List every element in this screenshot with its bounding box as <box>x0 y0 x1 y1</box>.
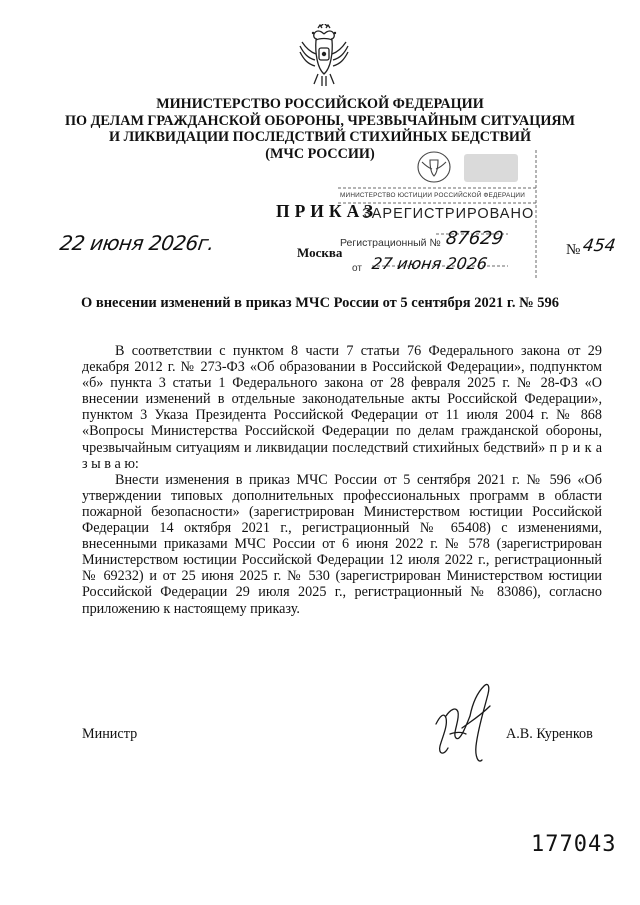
order-number-handwritten: 454 <box>581 236 617 256</box>
order-title: ПРИКАЗ <box>276 201 379 221</box>
eagle-seal-icon <box>414 150 454 184</box>
order-word: п р и к а з ы в а ю: <box>82 439 603 472</box>
ministry-short-name: (МЧС РОССИИ) <box>265 145 375 162</box>
document-serial-number: 177043 <box>531 832 617 857</box>
order-subject: О внесении изменений в приказ МЧС России от 5 сентября 2021 г. № 596 <box>80 295 560 311</box>
order-number-sign: № <box>566 242 581 258</box>
double-headed-eagle-icon <box>296 24 352 88</box>
stamp-date-prefix: от <box>352 263 362 274</box>
stamp-registration-number: 87629 <box>444 228 505 249</box>
order-city: Москва <box>297 245 343 260</box>
ministry-name-line-3: И ЛИКВИДАЦИИ ПОСЛЕДСТВИЙ СТИХИЙНЫХ БЕДСТВИЙ <box>108 129 532 145</box>
stamp-date-handwritten: 27 июня 2026 <box>370 254 489 273</box>
body-paragraph-1-text: В соответствии с пунктом 8 части 7 статьи 76 Федерального закона от 29 декабря 2012 г. № 273-ФЗ «Об образовании в Российской Федерации», подпунктом «б» пункта 3 статьи 1 Федерального закона от 28 февраля 2025 г. № 28-ФЗ «О внесении изменений в отдельные законодательные акты Российской Федерации», пунктом 3 Указа Президента Российской Федерации от 11 июля 2004 г. № 868 «Вопросы Министерства Российской Федерации по делам гражданской обороны, чрезвычайным ситуациям и ликвидации последствий стихийных бедствий» <box>82 343 602 456</box>
signatory-name: А.В. Куренков <box>506 726 593 742</box>
body-paragraph-1 <box>82 343 602 472</box>
ministry-name-line-1: МИНИСТЕРСТВО РОССИЙСКОЙ ФЕДЕРАЦИИ <box>156 96 484 112</box>
signatory-title: Министр <box>82 726 138 742</box>
order-body <box>82 343 602 617</box>
stamp-title: ЗАРЕГИСТРИРОВАНО <box>362 206 535 222</box>
ministry-name-line-2: ПО ДЕЛАМ ГРАЖДАНСКОЙ ОБОРОНЫ, ЧРЕЗВЫЧАЙНЫМ СИТУАЦИЯМ <box>64 112 576 129</box>
handwritten-signature <box>426 676 514 768</box>
body-paragraph-2: Внести изменения в приказ МЧС России от 5 сентября 2021 г. № 596 «Об утверждении типовых дополнительных профессиональных программ в области пожарной безопасности» (зарегистрирован Министерством юстиции Российской Федерации 14 октября 2021 г., регистрационный № 65408) с изменениями, внесенными приказами МЧС России от 6 июня 2022 г. № 578 (зарегистрирован Министерством юстиции Российской Федерации 12 июля 2022 г., регистрационный № 69232) и от 25 июня 2025 г. № 530 (зарегистрирован Министерством юстиции Российской Федерации 29 июля 2025 г., регистрационный № 83086), согласно приложению к настоящему приказу. <box>82 471 602 617</box>
stamp-registration-label: Регистрационный № <box>340 237 441 249</box>
order-date-handwritten: 22 июня 2026г. <box>58 231 216 255</box>
stamp-organization: МИНИСТЕРСТВО ЮСТИЦИИ РОССИЙСКОЙ ФЕДЕРАЦИИ <box>340 192 525 199</box>
